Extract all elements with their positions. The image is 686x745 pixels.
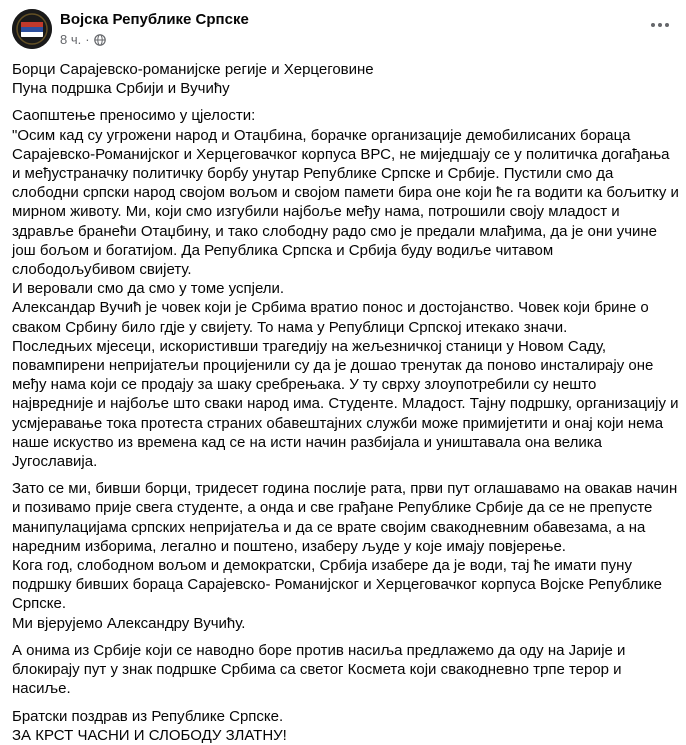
more-options-button[interactable] (646, 15, 674, 35)
post-timestamp[interactable]: 8 ч. (60, 32, 82, 47)
post-meta (60, 32, 106, 47)
post-paragraph: Саопштење преносимо у цјелости: "Осим кад су угрожени народ и Отаџбина, борачке организације демобилисаних бораца Сарајевско-Романијског и Херцеговачког корпуса ВРС, не миједшају се у политичка догађања и међустраначку политичку борбу унутар Републике Српске и Србије. Пустили смо да слободни српски народ својом вољом и својом памети бира оне који ће га водити ка бољитку и мирном животу. Ми, који смо изгубили најбоље међу нама, потрошили своју младост и здравље бранећи Отаџбину, и тако слободну радо смо је предали млађима, да је они учине још бољом и богатијом. Да Република Српска и Србија буду водиље читавом слободољубивом свијету. И веровали смо да смо у томе успјели. Александар Вучић је човек који је Србима вратио понос и достојанство. Човек који брине о сваком Србину било гдје у свијету. То нама у Републици Српској итекако значи. Последњих мјесеци, искористивши трагедију на жељезничкој станици у Новом Саду, повампирени непријатељи процијенили су да је дошао тренутак да поново инсталирају оне међу нама који се продају за шаку сребрењака. У ту сврху злоупотребили су нешто највредније и најбоље што сваки народ има. Студенте. Младост. Тајну подршку, организацију и усмјеравање тока протеста страних обавештајних служби може примијетити и онај који нема наше искуство из времена кад се на исти начин разбијала и уништавала она велика Југославија. (12, 107, 679, 471)
dot-icon (665, 23, 669, 27)
post-text (12, 60, 680, 745)
page-name-link[interactable]: Војска Републике Српске (60, 11, 249, 28)
meta-separator: · (85, 32, 90, 47)
post-header (12, 9, 674, 53)
post-paragraph: Зато се ми, бивши борци, тридесет година послије рата, први пут оглашавамо на овакав начин и позивамо прије свега студенте, а онда и све грађане Републике Србије да се не препусте манипулацијама српских непријатеља и да се врате својим свакодневним обавезама, а на наредним изборима, легално и поштено, изаберу људе у које имају повјерење. Кога год, слободном вољом и демократски, Србија изабере да је води, тај ће имати пуну подршку бивших бораца Сарајевско- Романијског и Херцеговачког корпуса Војске Републике Српске. Ми вјерујемо Александру Вучићу. (12, 480, 678, 632)
globe-icon (94, 34, 106, 46)
post-paragraph: Борци Сарајевско-романијске регије и Херцеговине Пуна подршка Србији и Вучићу (12, 61, 374, 98)
dot-icon (651, 23, 655, 27)
post-paragraph: Братски поздрав из Републике Српске. ЗА КРСТ ЧАСНИ И СЛОБОДУ ЗЛАТНУ! (12, 707, 287, 744)
post-paragraph: А онима из Србије који се наводно боре против насиља предлажемо да оду на Јарије и блокирају пут у знак подршке Србима са светог Космета који свакодневно трпе терор и насиље. (12, 641, 626, 698)
page-avatar[interactable] (12, 9, 52, 49)
dot-icon (658, 23, 662, 27)
emblem-icon (12, 9, 52, 49)
